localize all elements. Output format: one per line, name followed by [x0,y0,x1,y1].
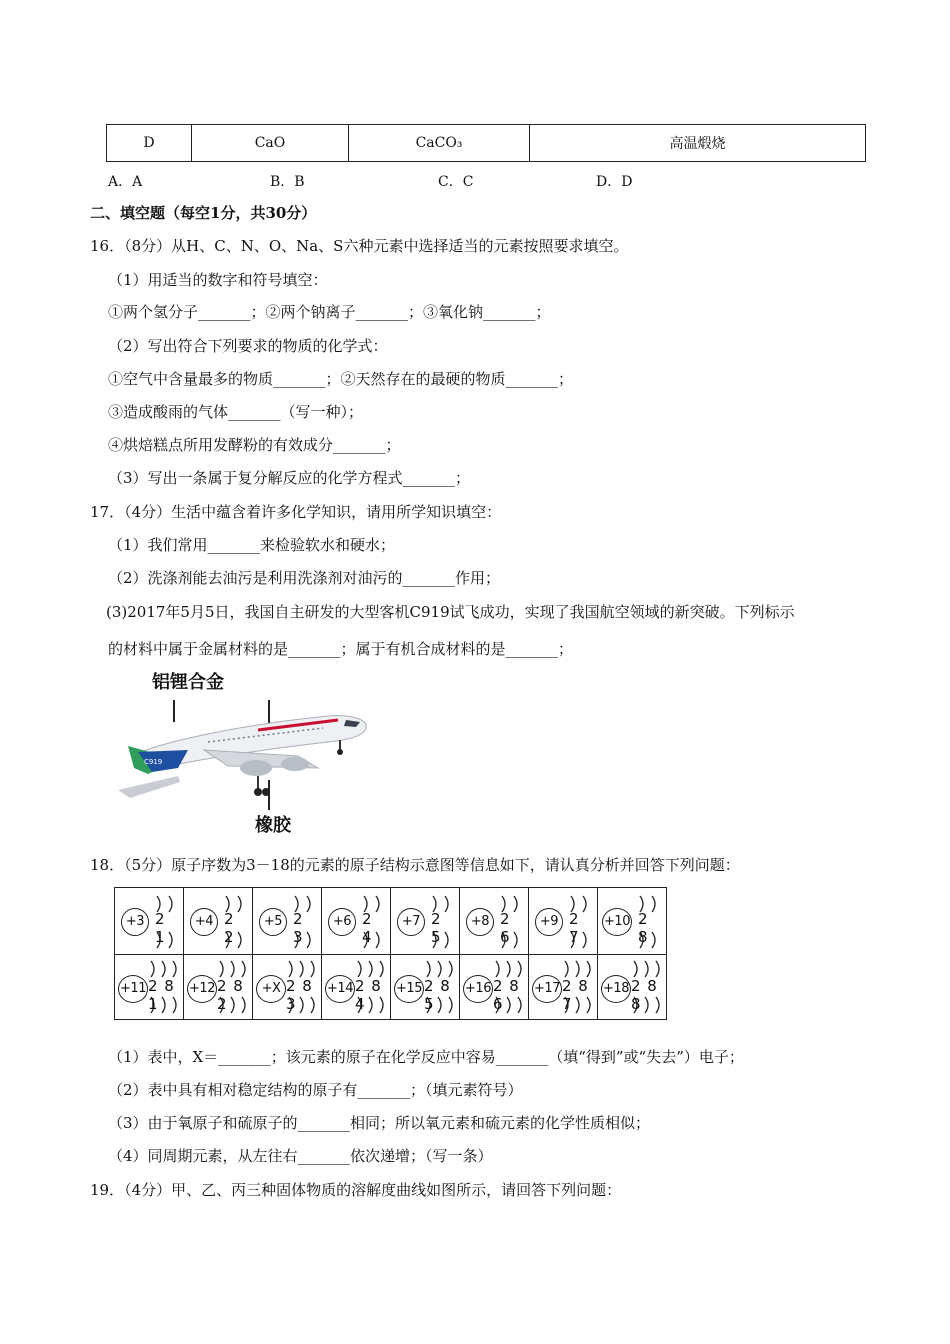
electron-shells: 2 8 1 [148,977,175,1013]
airplane-icon [108,694,370,814]
q19-stem: 19．（4分）甲、乙、丙三种固体物质的溶解度曲线如图所示，请回答下列问题： [90,1181,622,1199]
atom-cell [391,955,460,1020]
nucleus: +X [256,975,286,1003]
nucleus: +6 [328,908,356,936]
nucleus: +3 [121,908,149,936]
atom-cell [253,955,322,1020]
atom-cell [460,888,529,955]
label-aluminium-lithium-alloy: 铝锂合金 [152,672,224,693]
q16-part2-b: ③造成酸雨的气体_______（写一种）； [108,403,364,421]
atom-cell [184,888,253,955]
electron-shells: 2 2 [224,910,237,946]
electron-shells: 2 8 2 [217,977,244,1013]
nucleus: +18 [601,975,631,1003]
atom-cell [460,955,529,1020]
nucleus: +12 [187,975,217,1003]
electron-shells: 2 1 [155,910,168,946]
nucleus: +10 [602,908,632,936]
nucleus: +14 [325,975,355,1003]
electron-shells: 2 5 [431,910,444,946]
electron-shells: 2 8 6 [493,977,520,1013]
atom-cell [598,955,667,1020]
atom-cell [598,888,667,955]
electron-shells: 2 8 4 [355,977,382,1013]
q17-part2: （2）洗涤剂能去油污是利用洗涤剂对油污的_______作用； [108,569,501,587]
q17-part1: （1）我们常用_______来检验软水和硬水； [108,536,396,554]
q17-part3-line2: 的材料中属于金属材料的是_______；属于有机合成材料的是_______； [108,640,574,658]
option-a[interactable]: A．A [108,174,143,190]
nucleus: +5 [259,908,287,936]
electron-shells: 2 6 [500,910,513,946]
nucleus: +16 [463,975,493,1003]
electron-shells: 2 8 [638,910,651,946]
atomic-structure-table [114,887,667,1020]
nucleus: +8 [466,908,494,936]
tail-text: C919 [144,758,163,766]
option-b[interactable]: B．B [270,174,305,190]
electron-shells: 2 3 [293,910,306,946]
electron-shells: 2 4 [362,910,375,946]
q16-part1-items: ①两个氢分子_______；②两个钠离子_______；③氧化钠_______； [108,303,551,321]
atom-cell [184,955,253,1020]
atom-cell [322,888,391,955]
table-row [107,125,866,162]
options-table [106,124,866,162]
q16-part1: （1）用适当的数字和符号填空： [108,271,328,289]
q17-stem: 17．（4分）生活中蕴含着许多化学知识，请用所学知识填空： [90,503,502,521]
method-cell: 高温煅烧 [530,125,866,162]
section-title: 二、填空题（每空1分，共30分） [90,204,317,222]
atom-cell [115,955,184,1020]
q18-part4: （4）同周期元素，从左往右_______依次递增；（写一条） [108,1147,493,1165]
q16-part2: （2）写出符合下列要求的物质的化学式： [108,337,388,355]
atom-cell [529,888,598,955]
q16-part3: （3）写出一条属于复分解反应的化学方程式_______； [108,469,471,487]
electron-shells: 2 8 5 [424,977,451,1013]
q18-part2: （2）表中具有相对稳定结构的原子有_______；（填元素符号） [108,1081,523,1099]
electron-shells: 2 8 3 [286,977,313,1013]
q16-stem: 16．（8分）从H、C、N、O、Na、S六种元素中选择适当的元素按照要求填空。 [90,237,629,255]
atom-cell [253,888,322,955]
option-d[interactable]: D．D [596,174,633,190]
nucleus: +11 [118,975,148,1003]
electron-shells: 2 7 [569,910,582,946]
label-rubber: 橡胶 [255,815,291,836]
substance-cell: CaO [192,125,349,162]
q16-part2-c: ④烘焙糕点所用发酵粉的有效成分_______； [108,436,401,454]
nucleus: +17 [532,975,562,1003]
atom-cell [322,955,391,1020]
electron-shells: 2 8 8 [631,977,658,1013]
q18-stem: 18．（5分）原子序数为3－18的元素的原子结构示意图等信息如下，请认真分析并回答下列问题： [90,856,740,874]
nucleus: +9 [535,908,563,936]
q16-part2-a: ①空气中含量最多的物质_______；②天然存在的最硬的物质_______； [108,370,574,388]
impurity-cell: CaCO₃ [349,125,530,162]
q18-part1: （1）表中，X＝_______；该元素的原子在化学反应中容易_______（填“得到”或“失去”）电子； [108,1048,744,1066]
electron-shells: 2 8 7 [562,977,589,1013]
q18-part3: （3）由于氧原子和硫原子的_______相同；所以氧元素和硫元素的化学性质相似； [108,1114,651,1132]
table-row [115,888,667,955]
atom-cell [115,888,184,955]
c919-airplane-figure [108,668,370,838]
nucleus: +4 [190,908,218,936]
q17-part3-line1: (3)2017年5月5日，我国自主研发的大型客机C919试飞成功，实现了我国航空领域的新突破。下列标示 [106,603,795,621]
atom-cell [391,888,460,955]
atom-cell [529,955,598,1020]
option-c[interactable]: C．C [438,174,474,190]
row-label: D [107,125,192,162]
table-row [115,955,667,1020]
nucleus: +15 [394,975,424,1003]
nucleus: +7 [397,908,425,936]
